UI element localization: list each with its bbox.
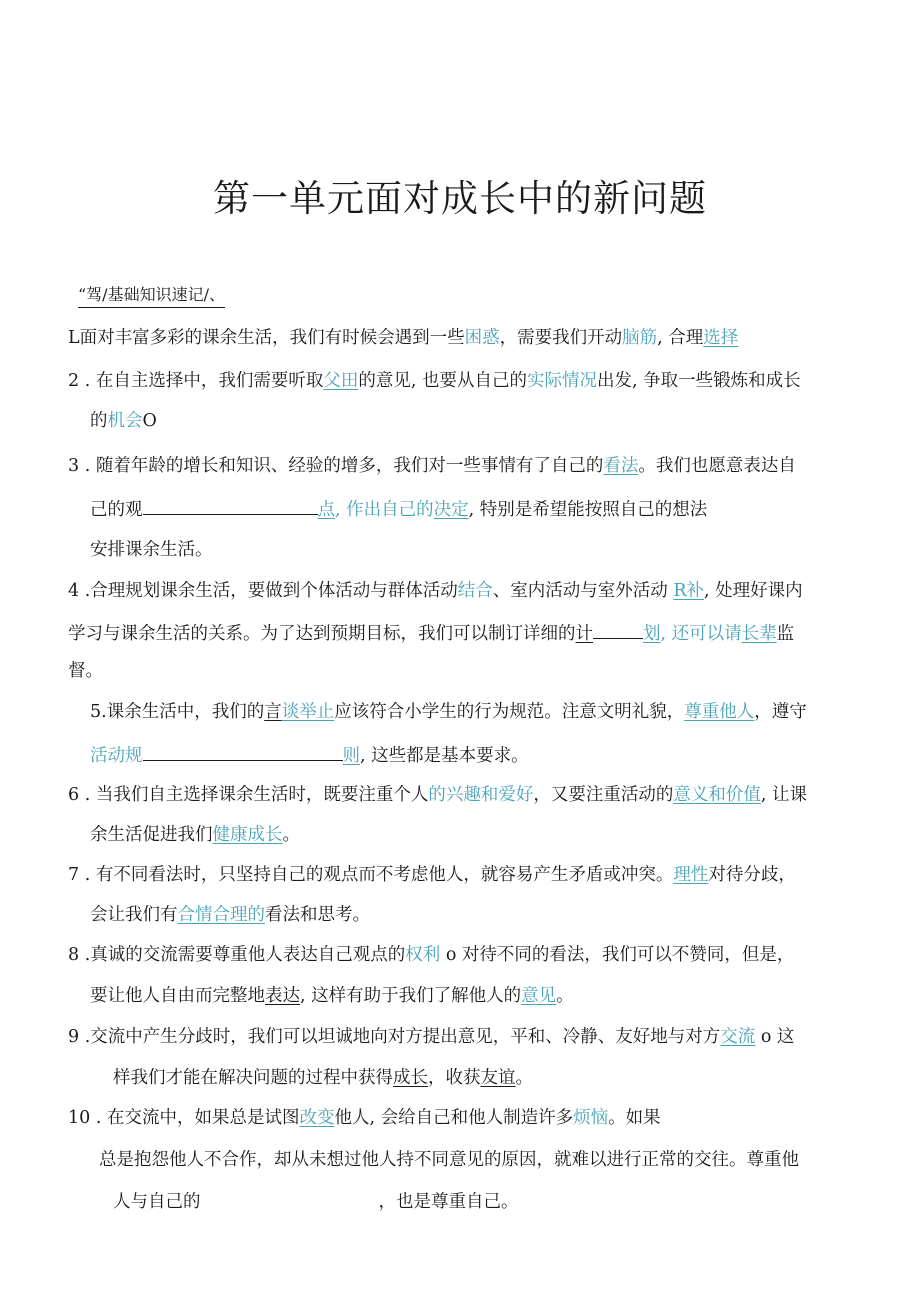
- answer: 尊重他人: [684, 702, 755, 722]
- text: 看法和思考。: [265, 905, 370, 925]
- item-4-line-3: [68, 659, 103, 683]
- answer: 言: [264, 702, 282, 722]
- text: 样我们才能在解决问题的过程中获得: [113, 1068, 393, 1088]
- answer: 友谊: [480, 1068, 516, 1088]
- text: 己的观: [90, 500, 143, 520]
- answer: 困惑: [464, 328, 500, 348]
- item-1-line-1: [68, 326, 738, 350]
- text: 5.课余生活中，我们的: [90, 702, 265, 722]
- text: o 对待不同的看法，我们可以不赞同，但是，: [440, 945, 795, 965]
- answer: 意义和价值: [673, 785, 761, 805]
- item-2-line-1: [68, 369, 801, 393]
- item-3-line-1: [68, 454, 796, 478]
- text: 。: [515, 1068, 533, 1088]
- text: 2 . 在自主选择中，我们需要听取: [68, 371, 324, 391]
- text: 、室内活动与室外活动: [492, 581, 674, 601]
- text: 的: [90, 411, 108, 431]
- text: 人与自己的: [113, 1192, 201, 1212]
- text: 4 .合理规划课余生活，要做到个体活动与群体活动: [68, 581, 458, 601]
- text: 7 . 有不同看法时，只坚持自己的观点而不考虑他人，就容易产生矛盾或冲突。: [68, 865, 674, 885]
- text: 督。: [68, 661, 103, 681]
- item-5-line-2: [90, 742, 529, 768]
- answer: 理性: [673, 865, 709, 885]
- text: ，收获: [428, 1068, 481, 1088]
- text: , 处理好课内: [704, 581, 803, 601]
- answer: 看法: [603, 456, 639, 476]
- answer-blank: [143, 496, 318, 515]
- text: 他人, 会给自己和他人制造许多: [334, 1108, 574, 1128]
- text: 出发, 争取一些锻炼和成长: [596, 371, 801, 391]
- text: , 让课: [760, 785, 807, 805]
- text: O: [142, 411, 157, 431]
- text: 应该符合小学生的行为规范。注意文明礼貌，: [334, 702, 685, 722]
- item-2-line-2: [90, 409, 157, 433]
- text: 要让他人自由而完整地: [90, 986, 265, 1006]
- item-10-line-1: [68, 1106, 661, 1130]
- text: ，又要注重活动的: [533, 785, 674, 805]
- item-9-line-1: [68, 1025, 794, 1049]
- answer: 交流: [720, 1027, 756, 1047]
- answer: 成长: [393, 1068, 428, 1088]
- text: 总是抱怨他人不合作，却从未想过他人持不同意见的原因，就难以进行正常的交往。尊重他: [99, 1150, 799, 1170]
- item-9-line-2: [113, 1066, 533, 1090]
- item-10-line-2: [99, 1148, 799, 1172]
- text: 3 . 随着年龄的增长和知识、经验的增多，我们对一些事情有了自己的: [68, 456, 604, 476]
- text: 活动规: [90, 746, 143, 766]
- item-6-line-1: [68, 783, 807, 807]
- text: 会让我们有: [90, 905, 178, 925]
- item-10-line-3: [113, 1190, 519, 1214]
- item-8-line-2: [90, 984, 574, 1008]
- item-6-line-2: [90, 823, 300, 847]
- item-4-line-1: [68, 579, 803, 603]
- answer: 权利: [405, 945, 441, 965]
- answer: 谈举止: [281, 702, 335, 722]
- answer: 计: [575, 624, 593, 644]
- item-3-line-2: [90, 496, 707, 522]
- text: , 这些都是基本要求。: [360, 746, 529, 766]
- text: L面对丰富多彩的课余生活，我们有时候会遇到一些: [68, 328, 465, 348]
- text: 10 . 在交流中，如果总是试图: [68, 1108, 300, 1128]
- text: 监: [776, 624, 795, 644]
- answer: 健康成长: [212, 825, 283, 845]
- text: 6 . 当我们自主选择课余生活时，既要注重个人: [68, 785, 429, 805]
- text: 。: [556, 986, 574, 1006]
- answer: 脑筋: [622, 328, 658, 348]
- item-7-line-2: [90, 903, 370, 927]
- item-4-line-2: [68, 620, 794, 646]
- page-title: 第一单元面对成长中的新问题: [213, 177, 707, 220]
- answer: 父田: [323, 371, 359, 391]
- answer: 则: [342, 746, 360, 766]
- answer: 结合: [457, 581, 493, 601]
- text: 。如果: [608, 1108, 661, 1128]
- text: 。我们也愿意表达自: [638, 456, 796, 476]
- item-8-line-1: [68, 943, 794, 967]
- text: 。: [282, 825, 300, 845]
- text: 余生活促进我们: [90, 825, 213, 845]
- text: ，也是尊重自己。: [378, 1192, 519, 1212]
- answer-blank: [593, 620, 643, 639]
- answer: 决定: [433, 500, 469, 520]
- text: , 还可以请: [660, 624, 742, 644]
- answer: 点: [317, 500, 335, 520]
- answer: 划: [643, 624, 661, 644]
- section-heading: “驾/基础知识速记/、: [78, 282, 225, 308]
- answer: 表达: [265, 986, 300, 1006]
- item-7-line-1: [68, 863, 796, 887]
- answer: 实际情况: [526, 371, 597, 391]
- answer: R补: [673, 581, 705, 601]
- text: , 特别是希望能按照自己的想法: [468, 500, 708, 520]
- text: 学习与课余生活的关系。为了达到预期目标，我们可以制订详细的: [68, 624, 576, 644]
- item-3-line-3: [90, 538, 213, 562]
- text: , 合理: [657, 328, 704, 348]
- text: 9 .交流中产生分歧时，我们可以坦诚地向对方提出意见，平和、冷静、友好地与对方: [68, 1027, 721, 1047]
- text: 的意见, 也要从自己的: [358, 371, 527, 391]
- answer: 选择: [703, 328, 739, 348]
- text: 8 .真诚的交流需要尊重他人表达自己观点的: [68, 945, 406, 965]
- answer: 意见: [521, 986, 557, 1006]
- answer-blank: [143, 742, 343, 761]
- text: ，遵守: [754, 702, 807, 722]
- text: 安排课余生活。: [90, 540, 213, 560]
- text: ，需要我们开动: [499, 328, 623, 348]
- text: , 作出自己的: [335, 500, 434, 520]
- answer: 长辈: [741, 624, 777, 644]
- text: , 这样有助于我们了解他人的: [300, 986, 522, 1006]
- answer: 合情合理的: [177, 905, 265, 925]
- answer: 改变: [299, 1108, 335, 1128]
- text: 对待分歧，: [708, 865, 796, 885]
- text: o 这: [755, 1027, 795, 1047]
- item-5-line-1: [90, 700, 807, 724]
- answer: 机会: [107, 411, 143, 431]
- answer: 烦恼: [573, 1108, 609, 1128]
- answer: 的兴趣和爱好: [428, 785, 534, 805]
